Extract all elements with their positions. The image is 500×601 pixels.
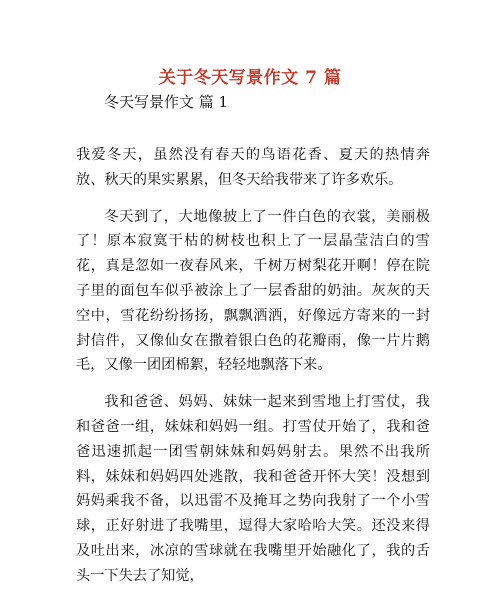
document-body	[76, 143, 430, 601]
document-title: 关于冬天写景作文 7 篇	[158, 68, 342, 88]
paragraph-3: 我和爸爸、妈妈、妹妹一起来到雪地上打雪仗，我和爸爸一组，妹妹和妈妈一组。打雪仗开始了，我和爸爸迅速抓起一团雪朝妹妹和妈妈射去。果然不出我所料，妹妹和妈妈四处逃散，我和爸爸开怀大笑！没想到妈妈乘我不备，以迅雷不及掩耳之势向我射了一个小雪球，正好射进了我嘴里，逗得大家哈哈大笑。还没来得及吐出来，冰凉的雪球就在我嘴里开始融化了，我的舌头一下失去了知觉，	[76, 394, 430, 584]
paragraph-2: 冬天到了，大地像披上了一件白色的衣裳，美丽极了！原本寂寞干枯的树枝也积上了一层晶莹洁白的雪花，真是忽如一夜春风来，千树万树梨花开啊！停在院子里的面包车似乎被涂上了一层香甜的奶油。灰灰的天空中，雪花纷纷扬扬，飘飘洒洒，好像远方寄来的一封封信件，又像仙女在撒着银白色的花瓣雨，像一片片鹅毛，又像一团团棉絮，轻轻地飘落下来。	[76, 208, 430, 374]
document-subtitle: 冬天写景作文 篇 1	[104, 93, 229, 111]
paragraph-1: 我爱冬天，虽然没有春天的鸟语花香、夏天的热情奔放、秋天的果实累累，但冬天给我带来了许多欢乐。	[76, 147, 430, 188]
